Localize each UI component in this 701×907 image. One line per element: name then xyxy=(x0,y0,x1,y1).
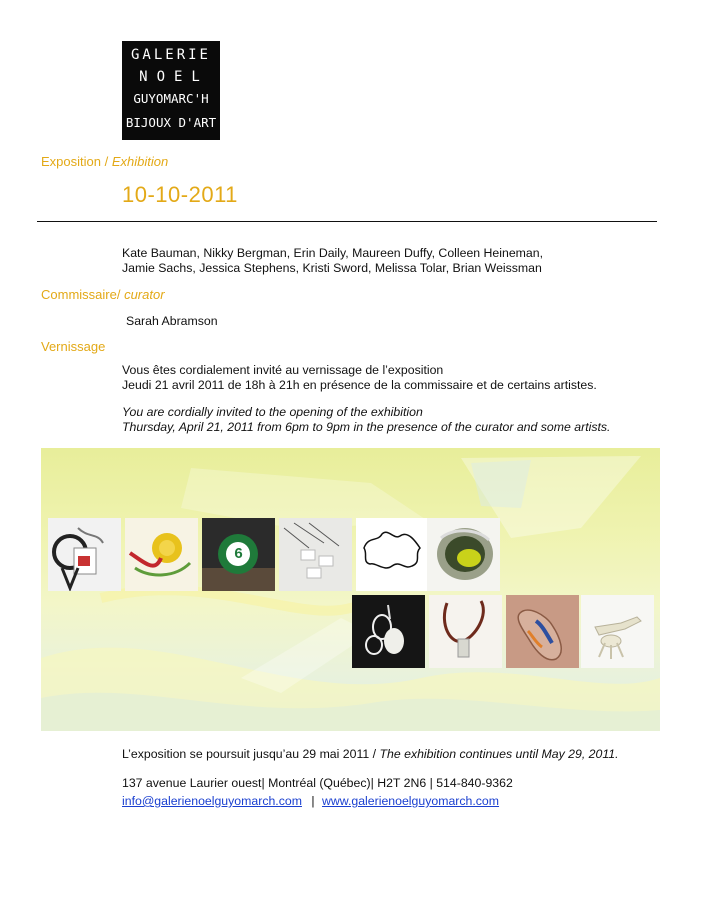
email-link[interactable]: info@galerienoelguyomarch.com xyxy=(122,794,302,808)
logo-line-2: NOEL xyxy=(139,69,209,85)
gallery-address: 137 avenue Laurier ouest| Montréal (Québec)| H2T 2N6 | 514-840-9362 xyxy=(122,776,513,790)
divider-line xyxy=(37,221,657,222)
logo-line-3: GUYOMARC'H xyxy=(133,91,209,106)
artwork-thumbnail-2 xyxy=(125,518,198,591)
link-separator: | xyxy=(311,794,315,808)
artists-line-1: Kate Bauman, Nikky Bergman, Erin Daily, Maureen Duffy, Colleen Heineman, xyxy=(122,246,544,260)
logo-line-4: BIJOUX D'ART xyxy=(125,115,217,130)
number-six-text: 6 xyxy=(234,545,243,562)
continues-en: The exhibition continues until May 29, 2011. xyxy=(379,747,619,761)
exhibition-banner xyxy=(41,448,660,731)
artwork-thumbnail-8 xyxy=(429,595,502,668)
exposition-heading xyxy=(41,154,168,169)
exposition-label-fr: Exposition / xyxy=(41,154,112,169)
invitation-en-line-2: Thursday, April 21, 2011 from 6pm to 9pm in the presence of the curator and some artists. xyxy=(122,420,611,434)
artwork-thumbnail-1 xyxy=(48,518,121,591)
curator-heading xyxy=(41,287,165,302)
contact-links xyxy=(122,794,499,809)
gallery-logo xyxy=(122,41,220,140)
invitation-en-line-1: You are cordially invited to the opening of the exhibition xyxy=(122,405,423,419)
artwork-thumbnail-10 xyxy=(581,595,654,668)
curator-name: Sarah Abramson xyxy=(126,314,218,328)
artwork-thumbnail-5 xyxy=(356,518,429,591)
artwork-thumbnail-7 xyxy=(352,595,425,668)
curator-label-en: curator xyxy=(124,287,165,302)
artwork-thumbnail-6 xyxy=(427,518,500,591)
artwork-thumbnail-4 xyxy=(279,518,352,591)
website-link[interactable]: www.galerienoelguyomarch.com xyxy=(322,794,500,808)
exhibition-continues xyxy=(122,747,619,762)
logo-line-1: GALERIE xyxy=(130,47,211,63)
artists-line-2: Jamie Sachs, Jessica Stephens, Kristi Sword, Melissa Tolar, Brian Weissman xyxy=(122,261,542,275)
artwork-thumbnail-3 xyxy=(202,518,275,591)
artwork-thumbnail-9 xyxy=(506,595,579,668)
invitation-fr-line-1: Vous êtes cordialement invité au vernissage de l’exposition xyxy=(122,363,444,377)
continues-fr: L’exposition se poursuit jusqu’au 29 mai 2011 / xyxy=(122,747,380,761)
exposition-label-en: Exhibition xyxy=(111,154,169,169)
vernissage-heading: Vernissage xyxy=(41,339,106,354)
invitation-fr-line-2: Jeudi 21 avril 2011 de 18h à 21h en présence de la commissaire et de certains artistes. xyxy=(122,378,597,392)
curator-label-fr: Commissaire/ xyxy=(41,287,125,302)
exhibition-date: 10-10-2011 xyxy=(122,182,238,207)
